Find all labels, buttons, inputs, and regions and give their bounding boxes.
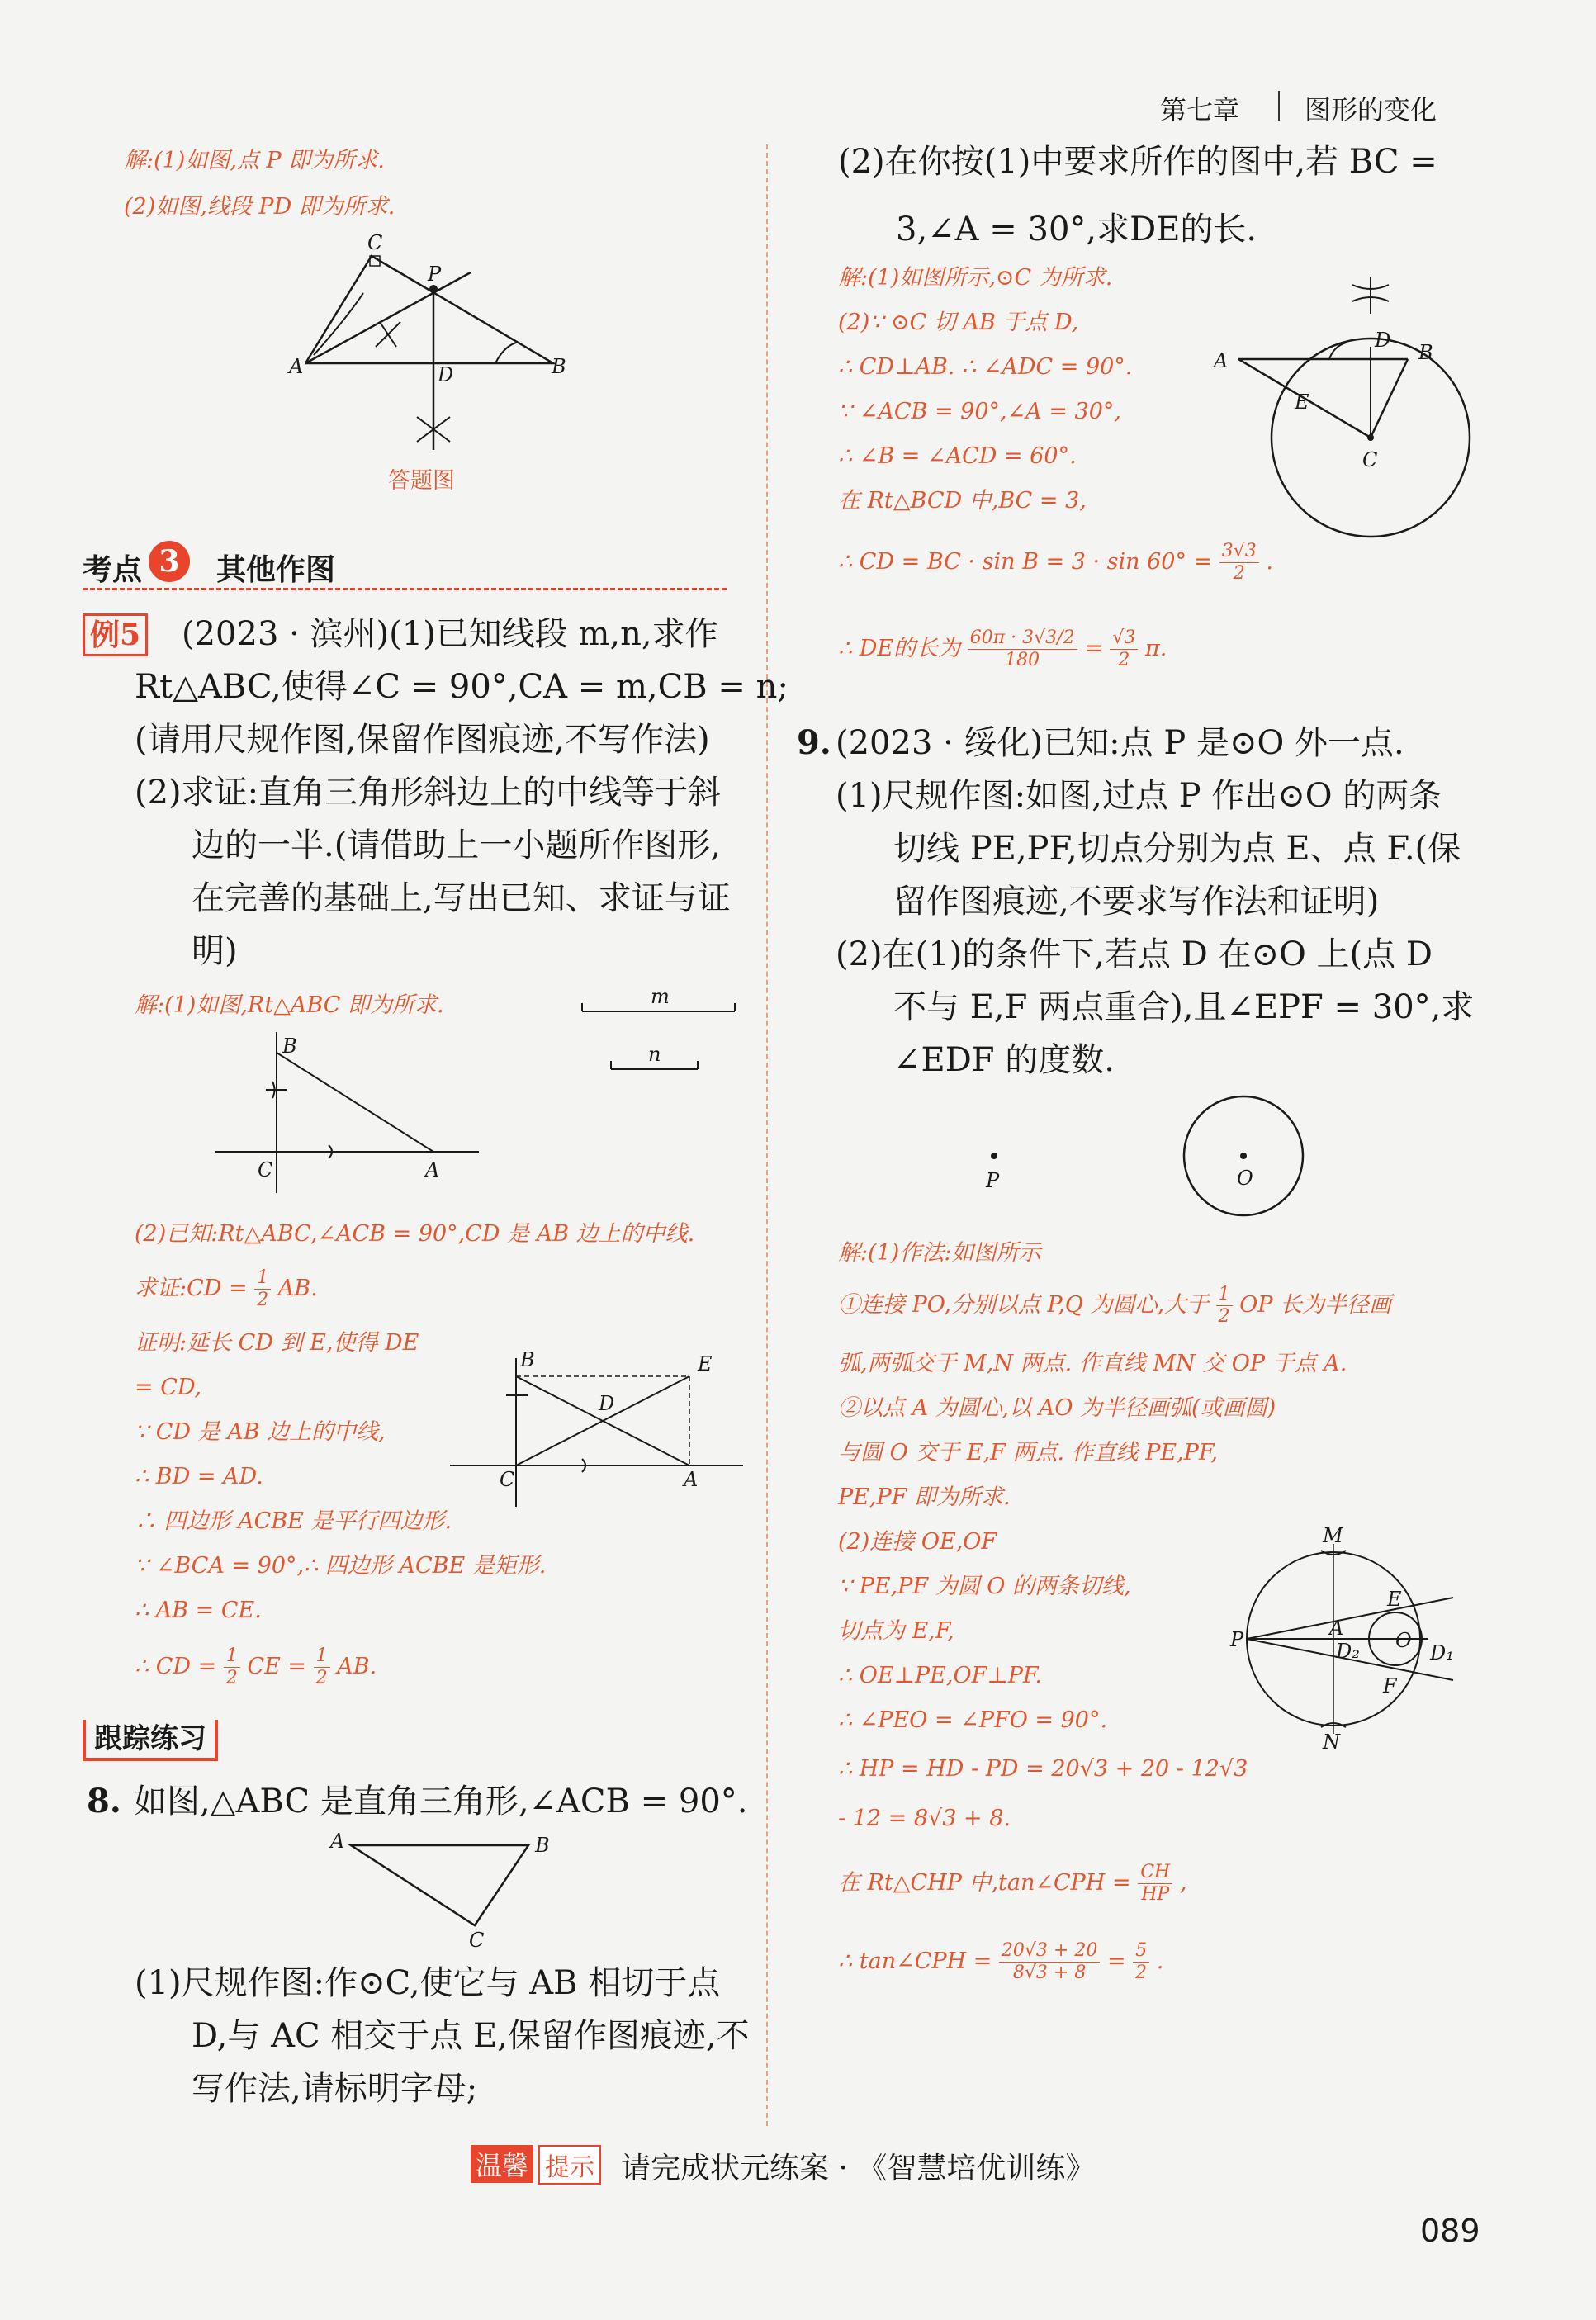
svg-text:A: A [330, 1830, 345, 1853]
answer-line: ∴ ∠B = ∠ACD = 60°. [838, 443, 1077, 469]
proof-line: ∵ CD 是 AB 边上的中线, [135, 1419, 386, 1445]
answer-text: 求证:CD = [135, 1276, 248, 1301]
example-line: (请用尺规作图,保留作图痕迹,不写作法) [135, 721, 710, 759]
header-divider [1278, 91, 1280, 121]
figure-caption: 答题图 [388, 468, 455, 494]
answer-line: ∵ PE,PF 为圆 O 的两条切线, [838, 1574, 1131, 1599]
track-practice-title: 跟踪练习 [83, 1720, 218, 1761]
answer-line: ∴ HP = HD - PD = 20√3 + 20 - 12√3 [838, 1756, 1248, 1782]
example-line: Rt△ABC,使得∠C = 90°,CA = m,CB = n; [135, 668, 789, 706]
chapter-label: 第七章 [1160, 94, 1240, 125]
question-line: ∠EDF 的度数. [893, 1041, 1115, 1079]
footer-tag-tip: 提示 [538, 2145, 601, 2185]
question-line: 写作法,请标明字母; [192, 2070, 478, 2108]
answer-line: (2)已知:Rt△ABC,∠ACB = 90°,CD 是 AB 边上的中线. [135, 1221, 695, 1247]
question-number: 8. [87, 1782, 121, 1820]
svg-text:B: B [282, 1035, 297, 1058]
svg-text:C: C [500, 1468, 515, 1491]
example-line: (2)求证:直角三角形斜边上的中线等于斜 [135, 774, 722, 812]
page-number: 089 [1420, 2213, 1480, 2249]
svg-text:n: n [648, 1043, 661, 1066]
question-line: (2)在(1)的条件下,若点 D 在⊙O 上(点 D [836, 935, 1433, 973]
svg-text:A: A [684, 1468, 699, 1491]
svg-text:C: C [1362, 448, 1378, 471]
section-title: 其他作图 [216, 552, 336, 587]
question-line: 留作图痕迹,不要求写作法和证明) [893, 883, 1380, 921]
svg-text:E: E [698, 1352, 713, 1375]
answer-line: ∴ OE⊥PE,OF⊥PF. [838, 1663, 1042, 1688]
svg-text:B: B [535, 1834, 550, 1857]
answer-line: 与圆 O 交于 E,F 两点. 作直线 PE,PF, [838, 1440, 1218, 1465]
proof-line: = CD, [135, 1375, 202, 1400]
example-line: 边的一半.(请借助上一小题所作图形, [192, 826, 722, 864]
answer-line: 解:(1)如图,Rt△ABC 即为所求. [135, 992, 444, 1018]
footer-text: 请完成状元练案 · 《智慧培优训练》 [621, 2152, 1096, 2185]
proof-line: ∴ 四边形 ACBE 是平行四边形. [135, 1508, 452, 1534]
figure-right-triangle [215, 1032, 495, 1205]
proof-line: ∴ CD = $\frac{1}{2}$ CE = $\frac{1}{2}$ AB. [135, 1645, 377, 1688]
answer-line: ①连接 PO,分别以点 P,Q 为圆心,大于 $\frac{1}{2}$ OP 长为半径画 [838, 1284, 1392, 1327]
answer-line: ∴ tan∠CPH = $\frac{20√3 + 20}{8√3 + 8}$ = $\frac{5}{2}$ . [838, 1940, 1164, 1983]
question-number: 9. [797, 723, 831, 762]
svg-text:D: D [438, 363, 454, 386]
svg-text:B: B [552, 355, 566, 378]
svg-text:D: D [599, 1392, 615, 1415]
svg-text:B: B [520, 1348, 535, 1371]
answer-line: 解:(1)作法:如图所示 [838, 1240, 1041, 1266]
answer-line: ∴ CD = BC · sin B = 3 · sin 60° = $\frac{3√3}{2}$ . [838, 541, 1273, 584]
svg-text:P: P [986, 1169, 1000, 1192]
svg-text:B: B [1418, 341, 1433, 364]
answer-line: 切点为 E,F, [838, 1618, 954, 1644]
svg-text:A: A [1329, 1617, 1344, 1640]
svg-text:m: m [651, 985, 670, 1008]
proof-line: ∴ BD = AD. [135, 1464, 263, 1489]
question-line: (2)在你按(1)中要求所作的图中,若 BC = [838, 143, 1437, 181]
svg-text:O: O [1237, 1167, 1253, 1190]
figure-segments-mn [578, 987, 743, 1086]
question-stem: 如图,△ABC 是直角三角形,∠ACB = 90°. [134, 1783, 748, 1820]
svg-text:A: A [425, 1158, 440, 1181]
footer-tag-warm: 温馨 [471, 2145, 533, 2183]
answer-line: ∴ DE的长为 $\frac{60\pi \cdot 3√3/2}{180}$ = $\frac{√3}{2}$ π. [838, 627, 1167, 670]
answer-line: 在 Rt△CHP 中,tan∠CPH = $\frac{CH}{HP}$ , [838, 1862, 1187, 1905]
answer-line: ∵ ∠ACB = 90°,∠A = 30°, [838, 399, 1121, 424]
question-line: (2023 · 绥化)已知:点 P 是⊙O 外一点. [836, 724, 1404, 762]
answer-line: (2)连接 OE,OF [838, 1529, 997, 1555]
svg-text:C: C [469, 1929, 485, 1952]
answer-line: (2)∵ ⊙C 切 AB 于点 D, [838, 310, 1079, 335]
answer-line: ∴ ∠PEO = ∠PFO = 90°. [838, 1707, 1108, 1733]
section-underline [83, 588, 727, 590]
section-number-badge: 3 [149, 541, 190, 582]
figure-q9-point-circle [974, 1090, 1321, 1222]
example-line: (2023 · 滨州)(1)已知线段 m,n,求作 [182, 615, 718, 653]
example-line: 在完善的基础上,写出已知、求证与证 [192, 879, 731, 917]
answer-line: 弧,两弧交于 M,N 两点. 作直线 MN 交 OP 于点 A. [838, 1351, 1347, 1376]
column-divider [766, 144, 768, 2126]
figure-rectangle-proof [450, 1342, 747, 1515]
figure-q9-tangent-construction [1230, 1524, 1486, 1754]
svg-text:A: A [289, 355, 304, 378]
question-line: (1)尺规作图:作⊙C,使它与 AB 相切于点 [135, 1964, 721, 2002]
figure-q8-triangle [330, 1825, 570, 1952]
svg-text:C: C [258, 1158, 273, 1181]
section-prefix: 考点 [83, 552, 143, 587]
svg-text:A: A [1214, 349, 1229, 372]
question-line: 不与 E,F 两点重合),且∠EPF = 30°,求 [893, 988, 1475, 1026]
proof-line: ∵ ∠BCA = 90°,∴ 四边形 ACBE 是矩形. [135, 1553, 547, 1579]
svg-text:P: P [1230, 1628, 1244, 1651]
svg-text:O: O [1395, 1629, 1412, 1652]
example-tag: 例5 [83, 613, 148, 656]
question-line: D,与 AC 相交于点 E,保留作图痕迹,不 [192, 2017, 750, 2055]
svg-text:D₁: D₁ [1430, 1641, 1454, 1664]
proof-line: 证明:延长 CD 到 E,使得 DE [135, 1330, 419, 1356]
answer-line: ∴ CD⊥AB. ∴ ∠ADC = 90°. [838, 354, 1133, 380]
svg-text:D: D [1375, 329, 1391, 352]
answer-line: PE,PF 即为所求. [838, 1484, 1011, 1510]
answer-line [135, 1267, 318, 1311]
answer-line: - 12 = 8√3 + 8. [838, 1806, 1011, 1831]
answer-line: 解:(1)如图所示,⊙C 为所求. [838, 265, 1113, 291]
answer-line: ②以点 A 为圆心,以 AO 为半径画弧(或画圆) [838, 1395, 1276, 1421]
question-line: (1)尺规作图:如图,过点 P 作出⊙O 的两条 [836, 777, 1442, 815]
example-line: 明) [192, 932, 238, 970]
section-label: 图形的变化 [1305, 94, 1437, 125]
svg-text:D₂: D₂ [1336, 1640, 1360, 1663]
fraction: $\frac{1}{2}$ [254, 1267, 271, 1311]
figure-triangle-construction [289, 231, 586, 471]
answer-line: (2)如图,线段 PD 即为所求. [124, 194, 395, 220]
svg-text:F: F [1383, 1674, 1397, 1697]
svg-text:N: N [1323, 1731, 1340, 1754]
answer-block [838, 256, 1132, 523]
answer-text: AB. [277, 1276, 318, 1301]
svg-text:E: E [1295, 391, 1309, 414]
svg-text:M: M [1323, 1524, 1343, 1547]
svg-text:E: E [1387, 1588, 1402, 1611]
question-line: 3,∠A = 30°,求DE的长. [896, 211, 1257, 249]
answer-line: 在 Rt△BCD 中,BC = 3, [838, 488, 1087, 514]
figure-q8-circle [1214, 264, 1461, 520]
svg-text:P: P [428, 263, 442, 286]
svg-text:C: C [367, 231, 383, 254]
proof-line: ∴ AB = CE. [135, 1598, 262, 1623]
answer-line: 解:(1)如图,点 P 即为所求. [124, 148, 385, 173]
question-line: 切线 PE,PF,切点分别为点 E、点 F.(保 [893, 830, 1461, 868]
